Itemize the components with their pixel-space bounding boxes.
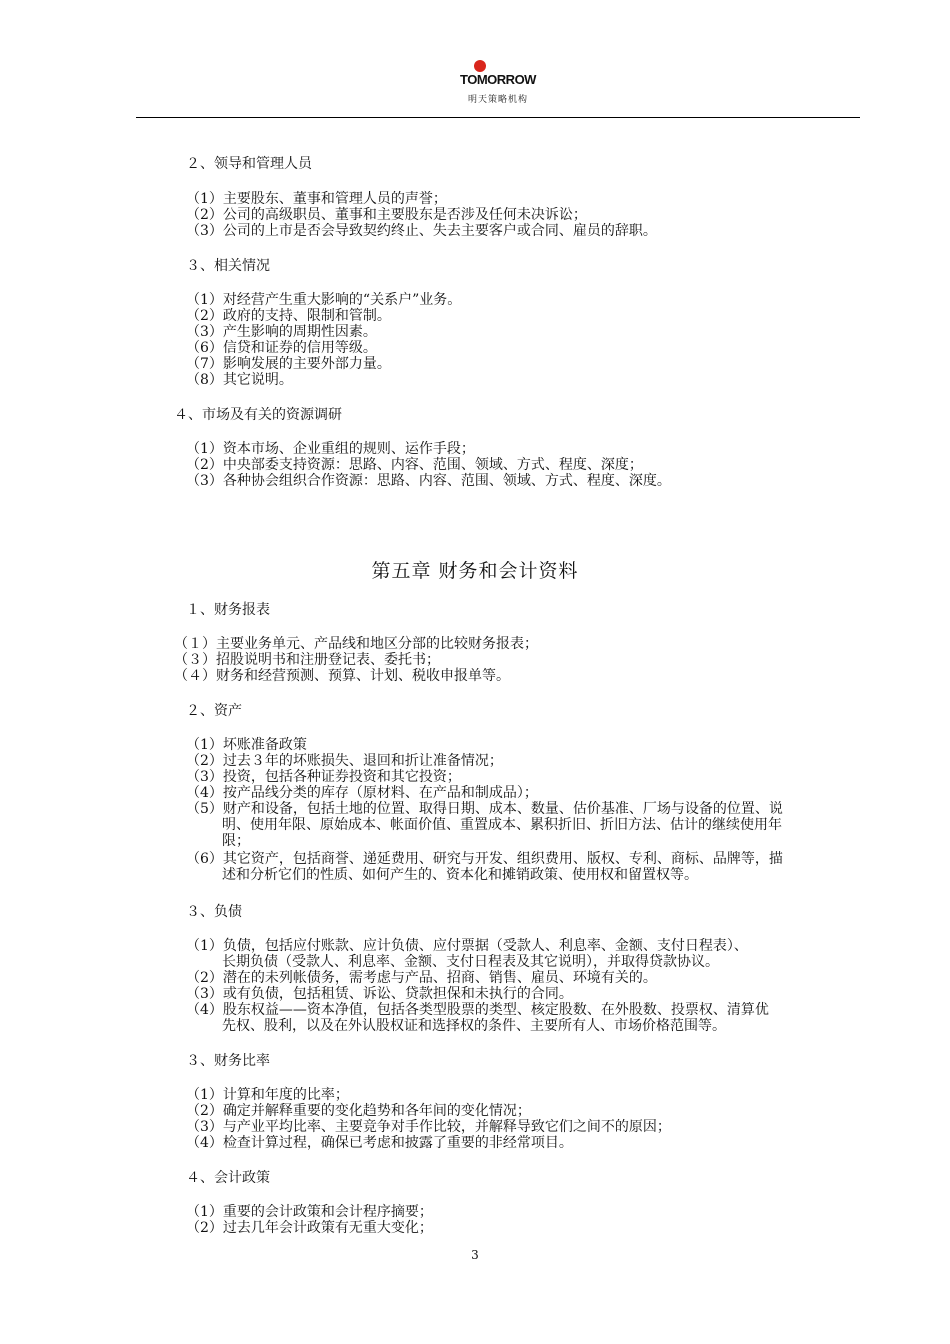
list-item: （3）产生影响的周期性因素。 (186, 324, 377, 340)
section-heading: ４、会计政策 (186, 1170, 270, 1186)
list-item: （3）各种协会组织合作资源：思路、内容、范围、领域、方式、程度、深度。 (186, 473, 671, 489)
list-item: （1）对经营产生重大影响的“关系户”业务。 (186, 292, 462, 308)
section-heading: ３、负债 (186, 904, 242, 920)
list-item: （１）主要业务单元、产品线和地区分部的比较财务报表； (174, 636, 538, 652)
list-item-continuation: 长期负债（受款人、利息率、金额、支付日程表及其它说明），并取得贷款协议。 (222, 954, 719, 970)
list-item-continuation: 述和分析它们的性质、如何产生的、资本化和摊销政策、使用权和留置权等。 (222, 867, 698, 883)
list-item: （４）财务和经营预测、预算、计划、税收申报单等。 (174, 668, 510, 684)
list-item: （1）资本市场、企业重组的规则、运作手段； (186, 441, 475, 457)
page-number: 3 (471, 1248, 479, 1262)
logo-text: TOMORROW (460, 72, 536, 87)
list-item-continuation: 限； (222, 833, 250, 849)
list-item: （2）确定并解释重要的变化趋势和各年间的变化情况； (186, 1103, 531, 1119)
list-item: （4）检查计算过程，确保已考虑和披露了重要的非经常项目。 (186, 1135, 573, 1151)
list-item: （1）坏账准备政策 (186, 737, 307, 753)
company-logo (455, 60, 541, 110)
list-item-continuation: 明、使用年限、原始成本、帐面价值、重置成本、累积折旧、折旧方法、估计的继续使用年 (222, 817, 782, 833)
header-rule (136, 117, 860, 118)
list-item: （3）或有负债，包括租赁、诉讼、贷款担保和未执行的合同。 (186, 986, 573, 1002)
list-item: （6）信贷和证券的信用等级。 (186, 340, 377, 356)
section-heading: ２、资产 (186, 703, 242, 719)
list-item: （３）招股说明书和注册登记表、委托书； (174, 652, 440, 668)
chapter-title: 第五章 财务和会计资料 (371, 560, 579, 582)
list-item: （1）重要的会计政策和会计程序摘要； (186, 1204, 433, 1220)
section-heading: ３、财务比率 (186, 1053, 270, 1069)
list-item: （2）过去几年会计政策有无重大变化； (186, 1220, 433, 1236)
list-item: （3）公司的上市是否会导致契约终止、失去主要客户或合同、雇员的辞职。 (186, 223, 657, 239)
list-item: （1）计算和年度的比率； (186, 1087, 349, 1103)
list-item: （8）其它说明。 (186, 372, 293, 388)
list-item: （2）公司的高级职员、董事和主要股东是否涉及任何未决诉讼； (186, 207, 587, 223)
list-item: （3）与产业平均比率、主要竞争对手作比较，并解释导致它们之间不的原因； (186, 1119, 671, 1135)
section-heading: ２、领导和管理人员 (186, 156, 312, 172)
list-item: （4）股东权益——资本净值，包括各类型股票的类型、核定股数、在外股数、投票权、清算优 (186, 1002, 769, 1018)
list-item: （4）按产品线分类的库存（原材料、在产品和制成品）； (186, 785, 538, 801)
list-item: （7）影响发展的主要外部力量。 (186, 356, 391, 372)
list-item: （6）其它资产，包括商誉、递延费用、研究与开发、组织费用、版权、专利、商标、品牌等，描 (186, 851, 783, 867)
list-item: （1）负债，包括应付账款、应计负债、应付票据（受款人、利息率、金额、支付日程表）、 (186, 938, 748, 954)
list-item: （3）投资，包括各种证券投资和其它投资； (186, 769, 461, 785)
section-heading: ３、相关情况 (186, 258, 270, 274)
list-item-continuation: 先权、股利，以及在外认股权证和选择权的条件、主要所有人、市场价格范围等。 (222, 1018, 726, 1034)
list-item: （5）财产和设备，包括土地的位置、取得日期、成本、数量、估价基准、厂场与设备的位置、说 (186, 801, 783, 817)
list-item: （1）主要股东、董事和管理人员的声誉； (186, 191, 447, 207)
section-heading: ４、市场及有关的资源调研 (174, 407, 342, 423)
list-item: （2）潜在的未列帐债务，需考虑与产品、招商、销售、雇员、环境有关的。 (186, 970, 657, 986)
logo-subtitle: 明天策略机构 (467, 95, 528, 105)
list-item: （2）中央部委支持资源：思路、内容、范围、领域、方式、程度、深度； (186, 457, 643, 473)
section-heading: １、财务报表 (186, 602, 270, 618)
list-item: （2）政府的支持、限制和管制。 (186, 308, 391, 324)
list-item: （2）过去３年的坏账损失、退回和折让准备情况； (186, 753, 503, 769)
sun-icon (474, 60, 486, 72)
